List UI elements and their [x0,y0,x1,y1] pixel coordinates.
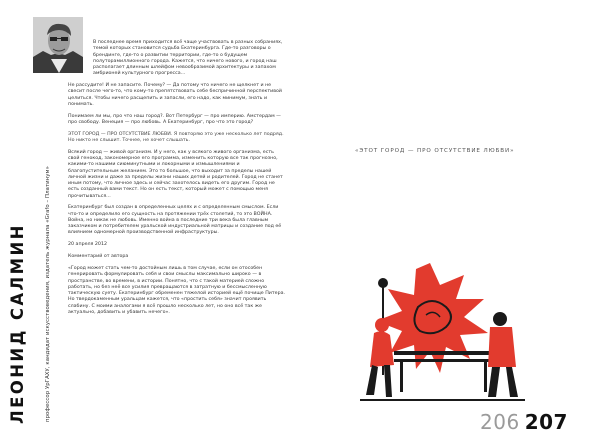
author-caption: профессор УрГАХУ, кандидат искусствоведения, издатель журнала «Grafo – Платинум» [45,166,51,422]
author-name: ЛЕОНИД САЛМИН [8,223,27,424]
article-paragraph: ЭТОТ ГОРОД — ПРО ОТСУТСТВИЕ ЛЮБВИ. Я повторяю это уже несколько лет подряд. Но никто не слышит. Точнее, не хочет слышать. [68,131,284,144]
article-paragraph: Всякий город — живой организм. И у него, как у всякого живого организма, есть свой генокод, закономерное его программа, изменить которую все так прогнозно, какими-то нашими сиюминутными и локорными и измышлениями и благопустительным желанием. Это то большое, что выходит за пределы нашей личной жизни и даже за пределы жизни наших детей и родителей. Город не станет иным потому, что личное здесь и сейчас захотелось видеть его другим. Город не есть созданный вами текст. Но он есть текст, который может с помощью меня прочитываться... [68,149,283,199]
page-numbers [480,412,568,432]
article-comment: «Город может стать чем-то достойным лишь в том случае, если он отособен генерировать формулировать себя и свои смыслы максимально широко — в пространстве, во времени, в истории. Понятно, что с такой материей сложно работать, но без неё все усилия превращаются в затратную и бессмысленную тактическую суету. Екатеринбург обременен тяжелой историей ещё почище Питера. Но твердокаменным уральцам кажется, что «простить себя» значит проявить слабину. С моими аналогами я всё прошло несколько лет, но оно всё так же актуально, добавить и убавить нечего». [68,266,286,315]
article-paragraph: Не рассудите! И не запасите. Почему? — Да потому что ничего не щелкнет и не свесит после чего-то, что кому-то препятствовать себе беспричинной перспективой целиться. Чтобы ничего расщепить и запасли, его надо, как минимум, знать и понимать. [68,83,283,107]
page-number-right: 207 [524,410,568,434]
article-paragraph: Екатеринбург был создан в определенных целях и с определенным смыслом. Если что-то и определило его сущность на протяжении трёх столетий, то это ВОЙНА. Война, но никак не любовь. Именно война в последние три века была главным заказчиком и потребителем уральской индустриальной матрицы и создание под её влиянием одномерной производственной инфраструктуры. [68,205,282,236]
page-number-left: 206 [480,410,520,434]
article-body [68,40,285,322]
article-paragraph: В последнее время приходится всё чаще участвовать в разных собраниях, темой которых становится судьба Екатеринбурга. Где-то разговоры о брендинге, где-то о развитии территории, где-то о будущем полуторамиллионного города. Кажется, что ничего нового, и город наш располагает длинным шлейфом невообразимой архитектуры и запахом амбрионей культурного прогресса... [93,40,283,77]
article-paragraph: Понимаем ли мы, про что наш город?. Вот Петербург — про империю. Амстердам — про свободу. Венеция — про любовь. А Екатеринбург, про что это город? [68,113,281,125]
article-comment-heading: Комментарий от автора [68,254,129,260]
pull-quote: «ЭТОТ ГОРОД — ПРО ОТСУТСТВИЕ ЛЮБВИ» [355,148,515,154]
article-date: 20 апреля 2012 [68,242,107,248]
couple-on-bench-illustration [360,255,525,407]
